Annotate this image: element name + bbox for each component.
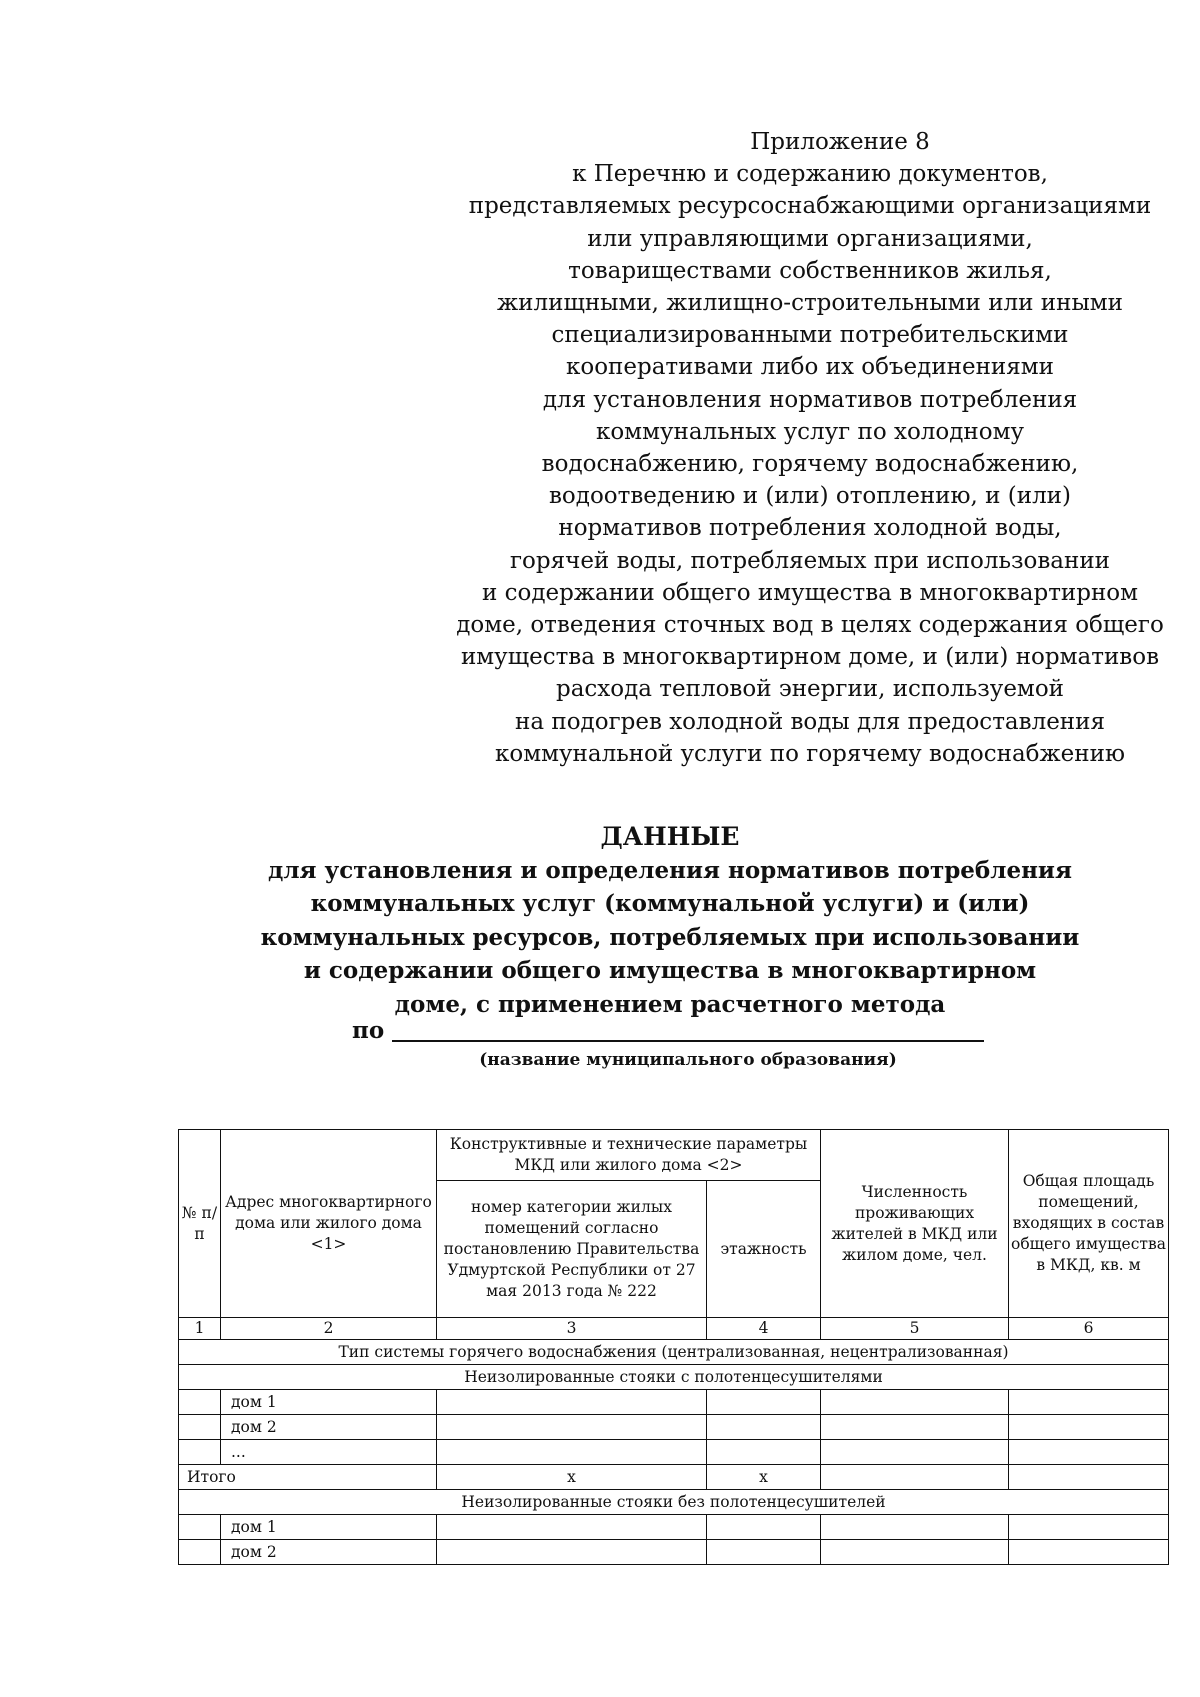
system-type-row: Тип системы горячего водоснабжения (централизованная, нецентрализованная) <box>179 1340 1169 1365</box>
po-label: по <box>352 1017 385 1044</box>
column-number: 6 <box>1009 1318 1169 1340</box>
title-line: коммунальных ресурсов, потребляемых при использовании <box>260 923 1080 951</box>
title-heading: ДАННЫЕ <box>600 822 740 851</box>
appendix-line: коммунальной услуги по горячему водоснабжению <box>495 740 1125 767</box>
column-number: 3 <box>437 1318 707 1340</box>
municipality-input-line[interactable] <box>392 1040 984 1042</box>
header-residents: Численность проживающих жителей в МКД или жилом доме, чел. <box>821 1130 1009 1318</box>
total-mark: x <box>437 1465 707 1490</box>
title-line: и содержании общего имущества в многоквартирном <box>303 957 1037 984</box>
header-floors: этажность <box>707 1181 821 1318</box>
appendix-line: горячей воды, потребляемых при использовании <box>509 547 1111 574</box>
appendix-line: доме, отведения сточных вод в целях содержания общего <box>456 612 1164 639</box>
appendix-line: для установления нормативов потребления <box>542 386 1078 413</box>
title-line: коммунальных услуг (коммунальной услуги) и (или) <box>310 890 1030 917</box>
appendix-title: Приложение 8 <box>750 129 930 155</box>
total-row <box>179 1465 1169 1490</box>
appendix-line: водоотведению и (или) отоплению, и (или) <box>548 483 1071 510</box>
appendix-line: имущества в многоквартирном доме, и (или) нормативов <box>460 644 1160 671</box>
table-row <box>179 1515 1169 1540</box>
total-mark: x <box>707 1465 821 1490</box>
appendix-line: кооперативами либо их объединениями <box>565 354 1054 381</box>
row-address: ... <box>221 1440 437 1465</box>
appendix-line: или управляющими организациями, <box>587 225 1033 252</box>
row-address: дом 2 <box>221 1540 437 1565</box>
appendix-line: коммунальных услуг по холодному <box>595 418 1025 445</box>
table-row <box>179 1540 1169 1565</box>
appendix-line: нормативов потребления холодной воды, <box>558 515 1062 542</box>
appendix-line: расхода тепловой энергии, используемой <box>555 676 1065 703</box>
table-row <box>179 1390 1169 1415</box>
municipality-caption: (название муниципального образования) <box>479 1050 897 1070</box>
header-params-group: Конструктивные и технические параметры МКД или жилого дома <2> <box>437 1130 821 1181</box>
header-category: номер категории жилых помещений согласно постановлению Правительства Удмуртской Республики от 27 мая 2013 года № 222 <box>437 1181 707 1318</box>
appendix-line: к Перечню и содержанию документов, <box>572 161 1048 188</box>
section-title: Неизолированные стояки с полотенцесушителями <box>179 1365 1169 1390</box>
title-line: для установления и определения нормативов потребления <box>268 856 1072 884</box>
appendix-line: жилищными, жилищно-строительными или иными <box>497 290 1123 317</box>
row-address: дом 1 <box>221 1390 437 1415</box>
data-table <box>178 1129 1169 1565</box>
column-number: 2 <box>221 1318 437 1340</box>
column-number: 5 <box>821 1318 1009 1340</box>
appendix-line: водоснабжению, горячему водоснабжению, <box>541 451 1079 478</box>
column-number: 1 <box>179 1318 221 1340</box>
appendix-header <box>440 126 1180 770</box>
appendix-line: специализированными потребительскими <box>551 322 1069 349</box>
title-line: доме, с применением расчетного метода <box>394 990 946 1018</box>
table-row <box>179 1415 1169 1440</box>
document-title <box>200 820 1140 1021</box>
header-area: Общая площадь помещений, входящих в состав общего имущества в МКД, кв. м <box>1009 1130 1169 1318</box>
appendix-line: товариществами собственников жилья, <box>568 257 1052 284</box>
appendix-line: на подогрев холодной воды для предоставления <box>515 708 1105 735</box>
header-num: № п/п <box>179 1130 221 1318</box>
row-address: дом 2 <box>221 1415 437 1440</box>
appendix-line: представляемых ресурсоснабжающими организациями <box>468 193 1152 220</box>
appendix-line: и содержании общего имущества в многоквартирном <box>481 579 1139 606</box>
total-label: Итого <box>179 1465 437 1490</box>
row-address: дом 1 <box>221 1515 437 1540</box>
header-address: Адрес многоквартирного дома или жилого дома <1> <box>221 1130 437 1318</box>
section-title: Неизолированные стояки без полотенцесушителей <box>179 1490 1169 1515</box>
table-row <box>179 1440 1169 1465</box>
column-number: 4 <box>707 1318 821 1340</box>
